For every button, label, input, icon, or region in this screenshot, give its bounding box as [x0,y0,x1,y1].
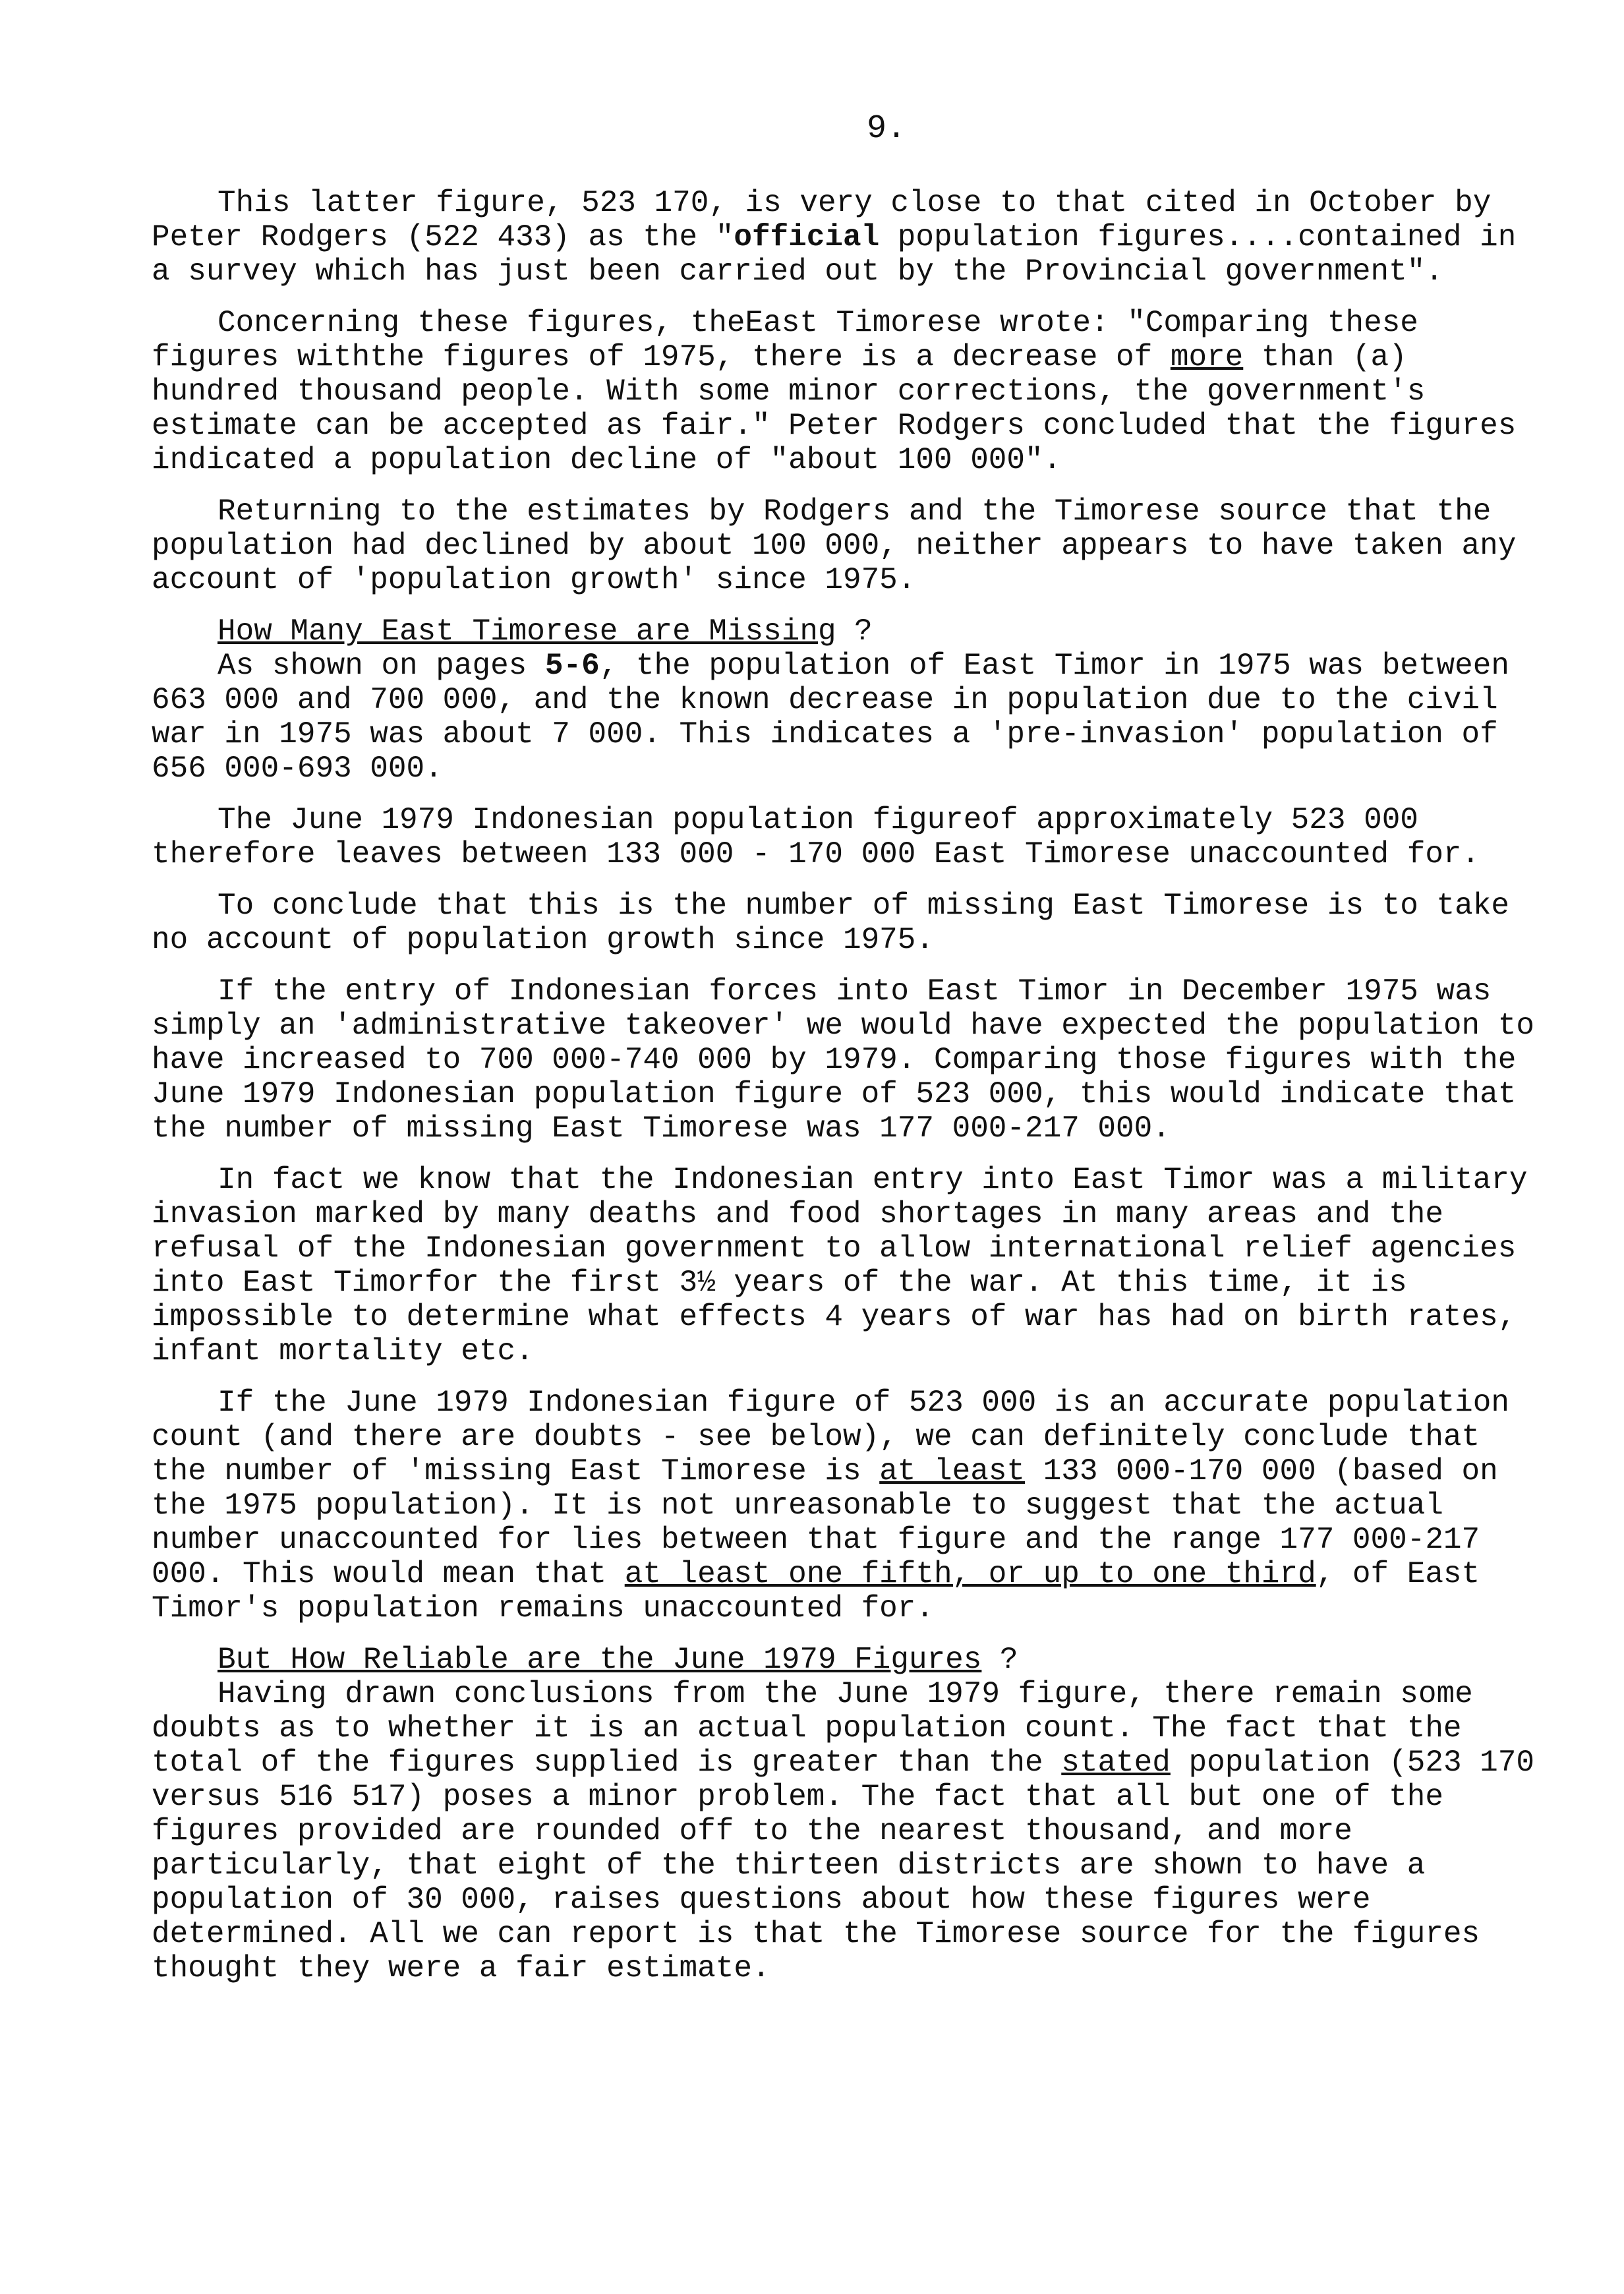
paragraph-text: This latter figure, 523 170, is very close to that cited in October by Peter Rodgers (522 433) as the " [152,186,1492,254]
section-heading-missing-text: How Many East Timorese are Missing [218,614,836,649]
paragraph-text: , of East Timor's population remains unaccounted for. [152,1557,1480,1626]
paragraph-text: at least [879,1454,1026,1488]
paragraph [152,1163,1542,1368]
paragraph-text: Concerning these figures, theEast Timorese wrote: "Comparing these figures withthe figures of 1975, there is a decrease of [152,306,1418,374]
paragraph-text: , the population of East Timor in 1975 was between 663 000 and 700 000, and the known decrease in population due to the civil war in 1975 was about 7 000. This indicates a 'pre-invasion' population of 656 000-693 000. [152,649,1509,786]
paragraph-text: In fact we know that the Indonesian entry into East Timor was a military invasion marked by many deaths and food shortages in many areas and the refusal of the Indonesian government to allow international relief agencies into East Timorfor the first 3½ years of the war. At this time, it is impossible to determine what effects 4 years of war has had on birth rates, infant mortality etc. [152,1163,1528,1368]
paragraph-text: population (523 170 versus 516 517) poses a minor problem. The fact that all but one of the figures provided are rounded off to the nearest thousand, and more particularly, that eight of the thirteen districts are shown to have a population of 30 000, raises questions about how these figures were determined. All we can report is that the Timorese source for the figures thought they were a fair estimate. [152,1746,1534,1985]
paragraph-text: 5-6 [544,649,600,683]
paragraph [152,1386,1542,1626]
section-heading-missing-suffix: ? [836,614,873,649]
paragraph [152,186,1542,289]
paragraph-text: Returning to the estimates by Rodgers and the Timorese source that the population had declined by about 100 000, neither appears to have taken any account of 'population growth' since 1975. [152,494,1517,597]
paragraph-text: more [1170,340,1244,374]
paragraph-text: official [734,220,880,254]
paragraph [152,974,1542,1146]
section-heading-reliable-text: But How Reliable are the June 1979 Figures [218,1643,982,1677]
paragraph [152,649,1542,786]
section-heading-missing [152,614,1542,649]
paragraph [152,1677,1542,1985]
paragraph [152,306,1542,477]
paragraph-text: The June 1979 Indonesian population figureof approximately 523 000 therefore leaves between 133 000 - 170 000 East Timorese unaccounted for. [152,803,1480,871]
paragraph-text: As shown on pages [218,649,545,683]
paragraph-text: If the June 1979 Indonesian figure of 523 000 is an accurate population count (and there are doubts - see below), we can definitely conclude that the number of 'missing East Timorese is [152,1386,1509,1488]
paragraph-text: than (a) hundred thousand people. With some minor corrections, the government's estimate can be accepted as fair." Peter Rodgers concluded that the figures indicated a population decline of "about 100 000". [152,340,1517,477]
paragraph-text: To conclude that this is the number of missing East Timorese is to take no account of population growth since 1975. [152,889,1509,957]
section-heading-reliable [152,1643,1542,1677]
paragraph-text: If the entry of Indonesian forces into East Timor in December 1975 was simply an 'administrative takeover' we would have expected the population to have increased to 700 000-740 000 by 1979. Comparing those figures with the June 1979 Indonesian population figure of 523 000, this would indicate that the number of missing East Timorese was 177 000-217 000. [152,974,1534,1146]
paragraph-group-intro [152,186,1542,597]
paragraph-text: population figures....contained in a survey which has just been carried out by the Provincial government". [152,220,1517,289]
paragraph-text: Having drawn conclusions from the June 1979 figure, there remain some doubts as to whether it is an actual population count. The fact that the total of the figures supplied is greater than the [152,1677,1473,1780]
paragraph [152,494,1542,597]
paragraph-text: 133 000-170 000 (based on the 1975 population). It is not unreasonable to suggest that the actual number unaccounted for lies between that figure and the range 177 000-217 000. This would mean that [152,1454,1498,1591]
paragraph [152,889,1542,957]
paragraph-text: at least one fifth, or up to one third [624,1557,1316,1591]
paragraph-group-missing [152,649,1542,1626]
document-page [152,112,1542,2003]
paragraph [152,803,1542,871]
paragraph-group-reliable [152,1677,1542,1985]
section-heading-reliable-suffix: ? [981,1643,1018,1677]
paragraph-text: stated [1061,1746,1171,1780]
page-number: 9. [866,110,906,148]
